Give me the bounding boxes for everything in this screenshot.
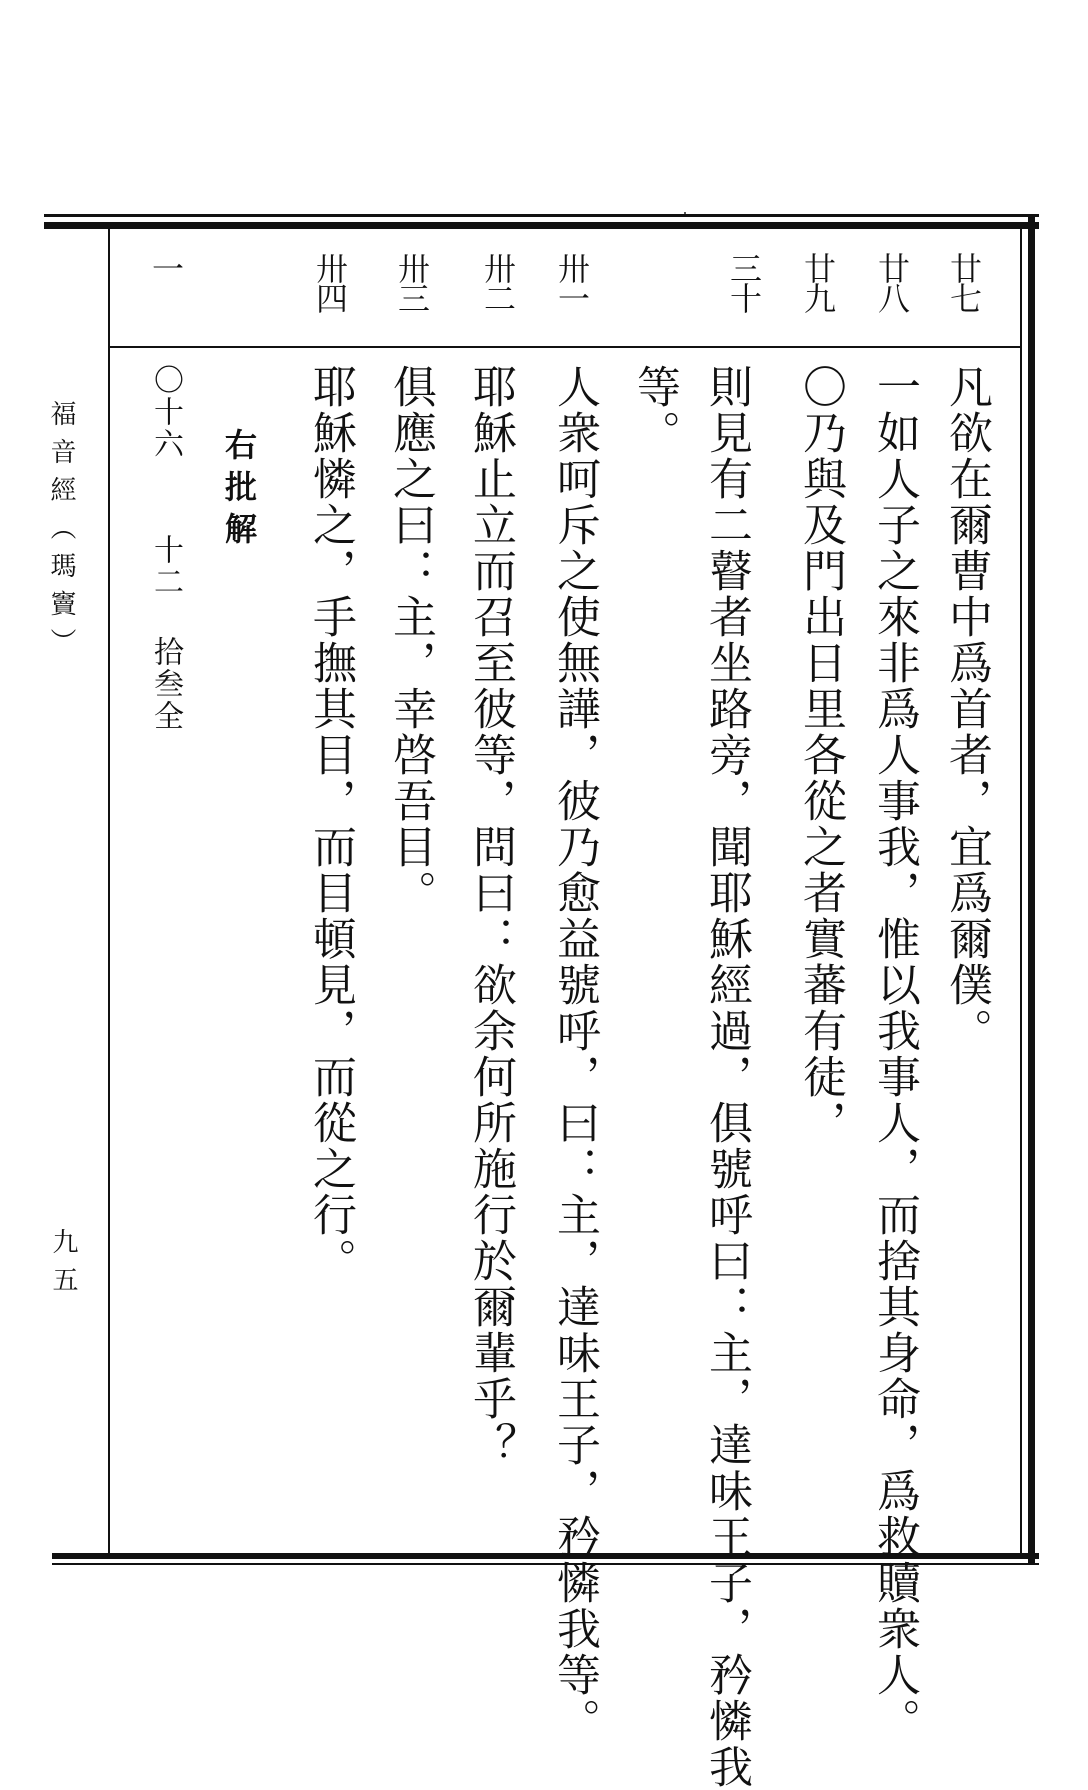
text-column: 人衆呵斥之使無譁，彼乃愈益號呼，曰：主，達味王子，矜憐我等。 [549, 364, 600, 1744]
verse-number-29: 廿九 [799, 252, 837, 312]
verse-number-33: 卅三 [393, 252, 431, 312]
text-column: 等。 [629, 364, 680, 456]
running-title: 福音經（瑪竇） [46, 400, 76, 666]
verse-number-28: 廿八 [873, 252, 911, 312]
verse-number-rule [110, 346, 1020, 348]
page-number: 九五 [48, 1228, 78, 1304]
section-heading: 右批解 [220, 428, 258, 554]
text-column: 則見有二瞽者坐路旁，聞耶穌經過，俱號呼曰：主，達味王子，矜憐我 [701, 364, 752, 1790]
frame-top-thick-rule [44, 222, 1039, 229]
section-note: 拾叁全 [148, 636, 183, 732]
frame-top-thin-rule [44, 214, 1039, 217]
section-note: 〇十六 [148, 364, 183, 460]
frame-right-inner-rule [1020, 222, 1022, 1558]
verse-number-34: 卅四 [311, 252, 349, 312]
frame-right-rule [1028, 214, 1035, 1565]
verse-number-1: 一 [147, 252, 185, 282]
text-column: 耶穌止立而召至彼等，問曰：欲余何所施行於爾輩乎？ [465, 364, 516, 1468]
text-column: 俱應之曰：主，幸啓吾目。 [385, 364, 436, 916]
text-column: 耶穌憐之，手撫其目，而目頓見，而從之行。 [305, 364, 356, 1284]
text-column: 一如人子之來非爲人事我，惟以我事人，而捨其身命，爲救贖衆人。 [869, 364, 920, 1744]
text-column: 〇乃與及門出日里各從之者實蕃有徒， [795, 364, 846, 1146]
text-column: 凡欲在爾曹中爲首者，宜爲爾僕。 [941, 364, 992, 1054]
section-note: 十二 [148, 534, 183, 598]
frame-left-rule [108, 228, 110, 1558]
verse-number-32: 卅二 [479, 252, 517, 312]
verse-number-27: 廿七 [945, 252, 983, 312]
verse-number-30: 三十 [725, 252, 763, 312]
print-speck [684, 212, 686, 214]
verse-number-31: 卅一 [553, 252, 591, 312]
